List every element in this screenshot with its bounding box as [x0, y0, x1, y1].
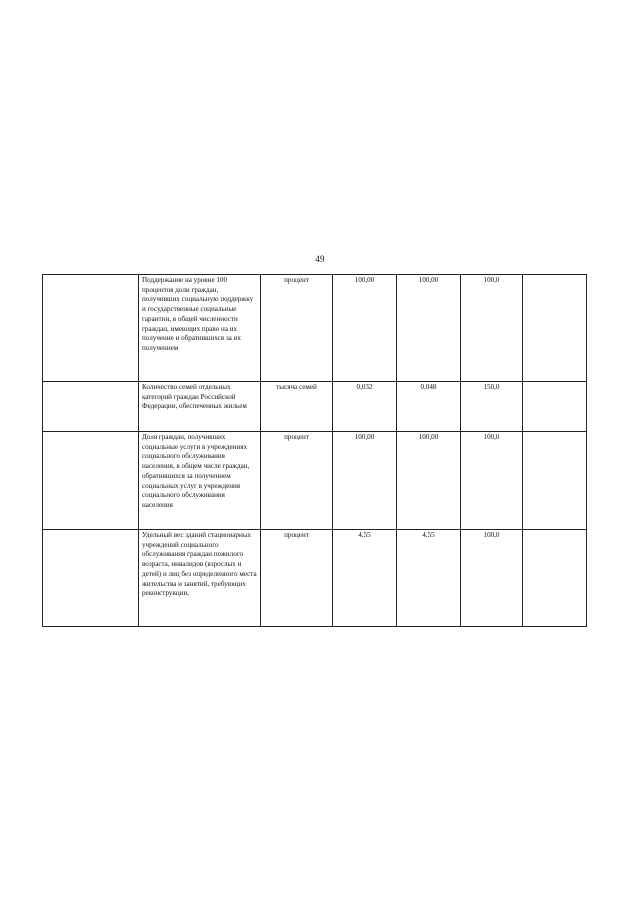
table-row [43, 382, 587, 432]
indicator-name: Удельный вес зданий стационарных учреждений социального обслуживания граждан пожилого возраста, инвалидов (взрослых и детей) и лиц без определенного места жительства и занятий, требующих реконструкции, [142, 531, 257, 598]
indicators-table [42, 274, 587, 627]
actual-value-cell: 100,00 [397, 275, 461, 382]
completion-percent-cell: 100,0 [461, 530, 523, 627]
table-row [43, 275, 587, 382]
row-number-cell [43, 530, 139, 627]
planned-value-cell: 100,00 [333, 275, 397, 382]
table-row [43, 530, 587, 627]
unit-cell: процент [261, 530, 333, 627]
note-cell [523, 275, 587, 382]
indicator-name-cell [139, 382, 261, 432]
page-number: 49 [315, 254, 325, 264]
unit-cell: процент [261, 432, 333, 530]
indicator-name-cell [139, 530, 261, 627]
actual-value-cell: 4,55 [397, 530, 461, 627]
planned-value-cell: 0,032 [333, 382, 397, 432]
unit-cell: тысяча семей [261, 382, 333, 432]
note-cell [523, 432, 587, 530]
note-cell [523, 530, 587, 627]
actual-value-cell: 0,048 [397, 382, 461, 432]
unit-cell: процент [261, 275, 333, 382]
indicator-name: Поддержание на уровне 100 процентов доли граждан, получивших социальную поддержку и государственные социальные гарантии, в общей численности граждан, имеющих право на их получение и обратившихся за их получением [142, 276, 254, 352]
row-number-cell [43, 382, 139, 432]
planned-value-cell: 100,00 [333, 432, 397, 530]
completion-percent-cell: 150,0 [461, 382, 523, 432]
indicator-name: Количество семей отдельных категорий граждан Российской Федерации, обеспеченных жильем [142, 383, 247, 411]
actual-value-cell: 100,00 [397, 432, 461, 530]
row-number-cell [43, 432, 139, 530]
completion-percent-cell: 100,0 [461, 275, 523, 382]
note-cell [523, 382, 587, 432]
indicator-name-cell [139, 432, 261, 530]
indicator-name: Доля граждан, получивших социальные услуги в учреждениях социального обслуживания населения, в общем числе граждан, обратившихся за получением социальных услуг в учреждения социального обслуживания населения [142, 433, 250, 509]
completion-percent-cell: 100,0 [461, 432, 523, 530]
indicator-name-cell [139, 275, 261, 382]
row-number-cell [43, 275, 139, 382]
planned-value-cell: 4,55 [333, 530, 397, 627]
table-row [43, 432, 587, 530]
